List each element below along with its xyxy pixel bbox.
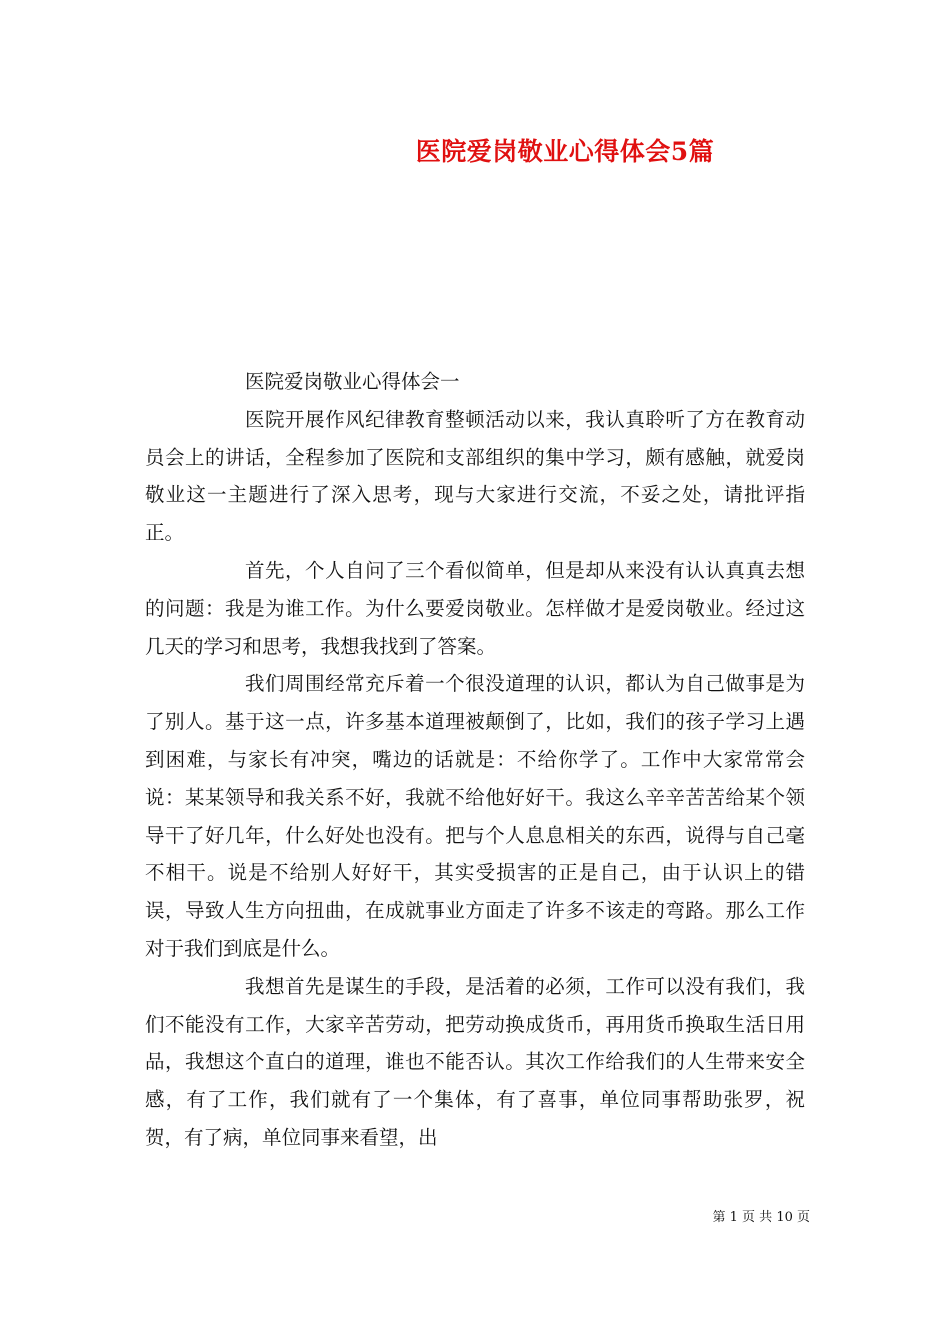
document-body (145, 363, 805, 1157)
paragraph-2: 首先，个人自问了三个看似简单，但是却从来没有认认真真去想的问题：我是为谁工作。为什么要爱岗敬业。怎样做才是爱岗敬业。经过这几天的学习和思考，我想我找到了答案。 (145, 558, 805, 658)
paragraph-1: 医院开展作风纪律教育整顿活动以来，我认真聆听了方在教育动员会上的讲话，全程参加了医院和支部组织的集中学习，颇有感触，就爱岗敬业这一主题进行了深入思考，现与大家进行交流，不妥之处，请批评指正。 (145, 407, 805, 545)
document-title: 医院爱岗敬业心得体会5篇 (415, 137, 715, 166)
paragraph-4: 我想首先是谋生的手段，是活着的必须，工作可以没有我们，我们不能没有工作，大家辛苦劳动，把劳动换成货币，再用货币换取生活日用品，我想这个直白的道理，谁也不能否认。其次工作给我们的人生带来安全感，有了工作，我们就有了一个集体，有了喜事，单位同事帮助张罗，祝贺，有了病，单位同事来看望，出 (145, 974, 805, 1149)
page-number-footer: 第 1 页 共 10 页 (712, 1210, 810, 1225)
paragraph-3: 我们周围经常充斥着一个很没道理的认识，都认为自己做事是为了别人。基于这一点，许多基本道理被颠倒了，比如，我们的孩子学习上遇到困难，与家长有冲突，嘴边的话就是：不给你学了。工作中大家常常会说：某某领导和我关系不好，我就不给他好好干。我这么辛辛苦苦给某个领导干了好几年，什么好处也没有。把与个人息息相关的东西，说得与自己毫不相干。说是不给别人好好干，其实受损害的正是自己，由于认识上的错误，导致人生方向扭曲，在成就事业方面走了许多不该走的弯路。那么工作对于我们到底是什么。 (145, 672, 805, 960)
section-heading: 医院爱岗敬业心得体会一 (245, 370, 460, 393)
